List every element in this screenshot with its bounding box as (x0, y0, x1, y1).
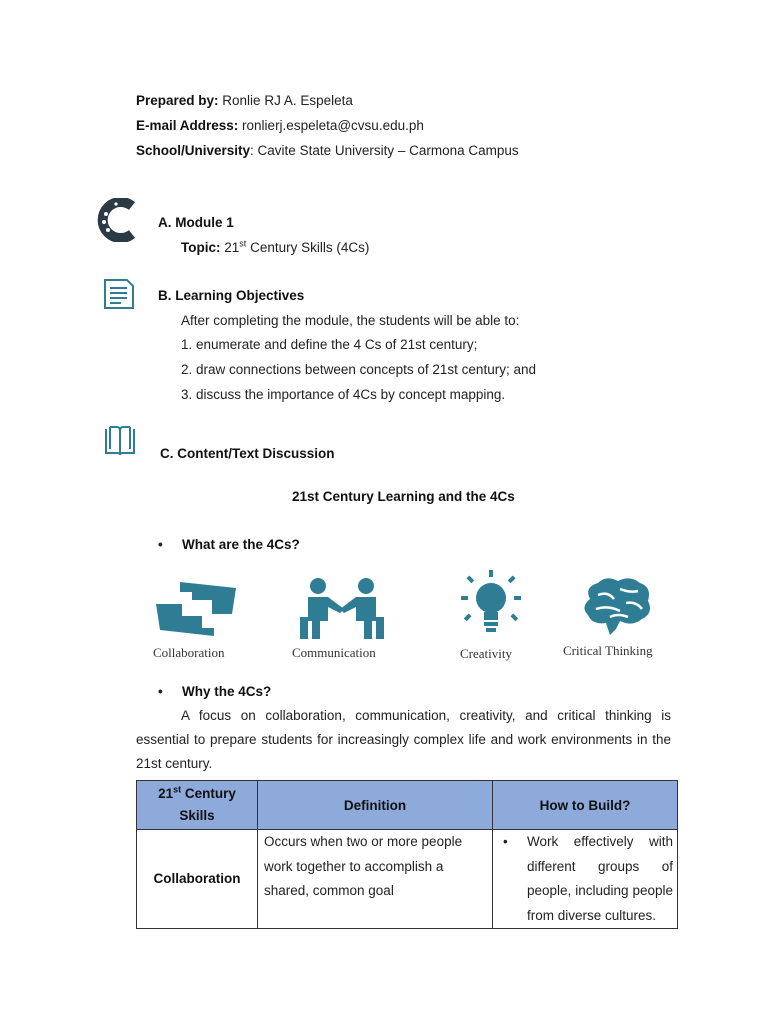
bullet-dot: • (503, 834, 508, 849)
header-century: Century (181, 786, 236, 801)
prepared-by-line (136, 93, 353, 108)
objective-item: 3. discuss the importance of 4Cs by concept mapping. (181, 387, 506, 402)
skill-cell: Collaboration (137, 830, 258, 929)
objectives-title: B. Learning Objectives (158, 288, 305, 303)
header-skills-word: Skills (179, 808, 215, 823)
document-icon (103, 278, 135, 310)
question-what: What are the 4Cs? (182, 537, 300, 552)
email-value: ronlierj.espeleta@cvsu.edu.ph (242, 118, 424, 133)
skills-table (136, 780, 678, 929)
objective-item: 2. draw connections between concepts of 21st century; and (181, 362, 536, 377)
module-title: A. Module 1 (158, 215, 234, 230)
header-skills (137, 781, 258, 830)
figure-label: Critical Thinking (563, 643, 653, 658)
table-header-row (137, 781, 678, 830)
header-num: 21 (158, 786, 174, 801)
school-line (136, 143, 519, 158)
prepared-by-label: Prepared by: (136, 93, 219, 108)
topic-label: Topic: (181, 240, 221, 255)
content-title: C. Content/Text Discussion (160, 446, 335, 461)
build-text: Work effectively with different groups of people, including people from diverse cultures. (527, 834, 673, 923)
figure-label: Collaboration (153, 645, 225, 660)
objective-item: 1. enumerate and define the 4 Cs of 21st century; (181, 337, 478, 352)
table-row (137, 830, 678, 929)
bullet-dot: • (158, 684, 163, 699)
bullet-dot: • (158, 537, 163, 552)
letter-c-icon (96, 198, 138, 242)
figure-label: Communication (292, 645, 376, 660)
build-cell (493, 830, 678, 929)
topic-line (181, 240, 369, 255)
school-value: : Cavite State University – Carmona Campus (250, 143, 519, 158)
email-label: E-mail Address: (136, 118, 239, 133)
prepared-by-value: Ronlie RJ A. Espeleta (222, 93, 353, 108)
content-heading: 21st Century Learning and the 4Cs (292, 489, 515, 504)
question-why: Why the 4Cs? (182, 684, 272, 699)
topic-sup: st (239, 238, 247, 249)
header-sup: st (173, 784, 182, 795)
brain-icon (580, 577, 654, 637)
lightbulb-icon (457, 568, 525, 638)
definition-cell: Occurs when two or more people work together to accomplish a shared, common goal (258, 830, 493, 929)
topic-num: 21 (224, 240, 240, 255)
objectives-intro: After completing the module, the students will be able to: (181, 313, 520, 328)
communication-icon (300, 577, 384, 639)
header-definition: Definition (258, 781, 493, 830)
email-line (136, 118, 424, 133)
header-how-to-build: How to Build? (493, 781, 678, 830)
topic-rest: Century Skills (4Cs) (246, 240, 370, 255)
school-label: School/University (136, 143, 251, 158)
handshake-icon (152, 578, 242, 640)
paragraph: A focus on collaboration, communication, creativity, and critical thinking is essential to prepare students for increasingly complex life and work environments in the 21st century. (136, 708, 671, 771)
figure-label: Creativity (460, 646, 512, 661)
book-icon (103, 425, 137, 457)
